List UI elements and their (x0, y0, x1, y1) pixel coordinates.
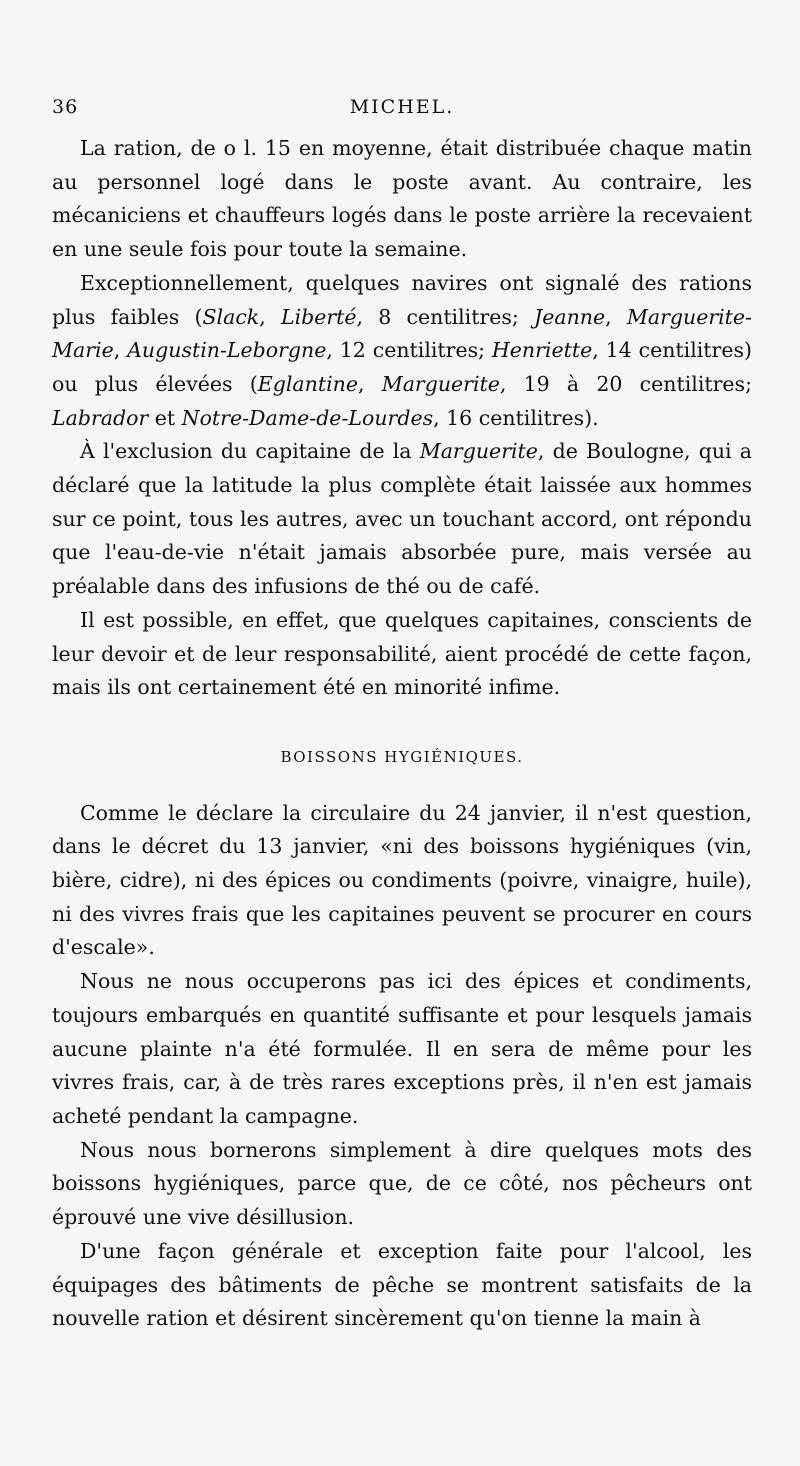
text-segment: , 16 centilitres). (433, 405, 599, 430)
text-segment: Exceptionnellement, quelques navires ont signalé des rations plus faibles ( (52, 270, 752, 329)
ship-name: Notre-Dame-de-Lourdes (181, 405, 434, 430)
text-segment: , (259, 304, 281, 329)
text-segment: et (148, 405, 182, 430)
ship-name: Augustin-Leborgne (127, 338, 327, 363)
paragraph-boissons: Nous nous bornerons simplement à dire quelques mots des boissons hygiéniques, parce que, de ce côté, nos pêcheurs ont éprouvé une vive désillusion. (52, 1137, 752, 1230)
ship-name: Liberté (280, 304, 357, 329)
paragraph-marguerite (52, 435, 752, 604)
text-segment: À l'exclusion du capitaine de la (80, 439, 420, 464)
ship-name: Slack (202, 304, 260, 329)
text-segment: , 8 centilitres; (356, 304, 535, 329)
text-segment: , (605, 304, 627, 329)
running-head (52, 88, 752, 120)
ship-name: Marguerite (419, 439, 538, 464)
text-segment: , (357, 371, 382, 396)
paragraph-circulaire: Comme le déclare la circulaire du 24 janvier, il n'est question, dans le décret du 13 janvier, «ni des boissons hygiéniques (vin, bière, cidre), ni des épices ou condiments (poivre, vinaigre, huile), ni des vivres frais que les capitaines peuvent se procurer en cours d'escale». (52, 800, 752, 960)
page-header-title: MICHEL. (349, 96, 455, 118)
ship-name: Jeanne (534, 304, 606, 329)
ship-name: Marguerite-Marie (52, 304, 752, 363)
text-segment: , (113, 338, 128, 363)
section-heading: BOISSONS HYGIÉNIQUES. (280, 747, 524, 766)
paragraph-epices: Nous ne nous occuperons pas ici des épices et condiments, toujours embarqués en quantité suffisante et pour lesquels jamais aucune plainte n'a été formulée. Il en sera de même pour les vivres frais, car, à de très rares exceptions près, il n'en est jamais acheté pendant la campagne. (52, 969, 752, 1128)
paragraph-minority: Il est possible, en effet, que quelques capitaines, conscients de leur devoir et de leur responsabilité, aient procédé de cette façon, mais ils ont certainement été en minorité infime. (52, 607, 752, 700)
text-segment: , de Boulogne, qui a déclaré que la latitude la plus complète était laissée aux hommes sur ce point, tous les autres, avec un touchant accord, ont répondu que l'eau-de-vie n'était jamais absorbée pure, mais versée au préalable dans des infusions de thé ou de café. (52, 439, 752, 599)
text-segment: , 19 à 20 centilitres; (499, 371, 752, 396)
page-number: 36 (52, 96, 79, 118)
ship-name: Labrador (52, 405, 149, 430)
paragraph-exceptions (52, 267, 752, 436)
paragraph-ration: La ration, de o l. 15 en moyenne, était distribuée chaque matin au personnel logé dans le poste avant. Au contraire, les mécaniciens et chauffeurs logés dans le poste arrière la recevaient en une seule fois pour toute la semaine. (52, 136, 752, 262)
book-page (52, 88, 752, 1336)
paragraph-equipages: D'une façon générale et exception faite pour l'alcool, les équipages des bâtiments de pêche se montrent satisfaits de la nouvelle ration et désirent sincèrement qu'on tienne la main à (52, 1238, 752, 1331)
ship-name: Henriette (491, 338, 593, 363)
body-text (52, 132, 752, 1336)
text-segment: , 12 centilitres; (326, 338, 492, 363)
ship-name: Eglantine (257, 371, 358, 396)
ship-name: Marguerite (381, 371, 500, 396)
text-segment: , 14 centilitres) ou plus élevées ( (52, 338, 752, 396)
